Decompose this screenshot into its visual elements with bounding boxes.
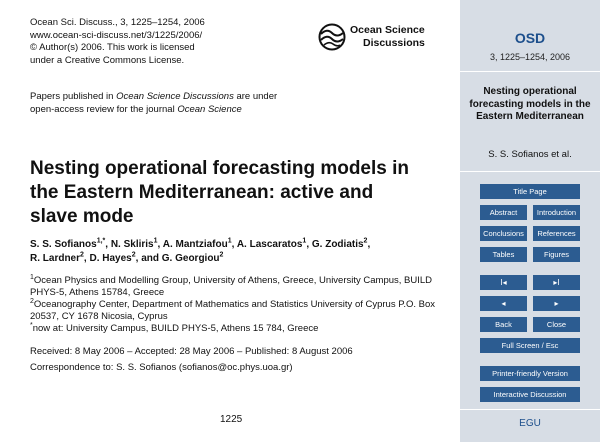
affiliation xyxy=(30,275,450,299)
divider xyxy=(460,409,600,410)
license-line: © Author(s) 2006. This work is licensed xyxy=(30,42,195,53)
title-line: slave mode xyxy=(30,206,134,227)
author-name: N. Skliris xyxy=(110,239,154,250)
publication-dates: Received: 8 May 2006 – Accepted: 28 May 2006 – Published: 8 August 2006 xyxy=(30,346,353,357)
figures-button[interactable]: Figures xyxy=(533,247,580,262)
back-button[interactable]: Back xyxy=(480,317,527,332)
author-affil-mark: 1 xyxy=(153,237,158,245)
sidebar-reference: 3, 1225–1254, 2006 xyxy=(489,52,571,62)
author-conjunction: and xyxy=(141,253,159,264)
affil-mark: 2 xyxy=(30,297,34,305)
globe-icon xyxy=(318,23,346,51)
affiliations xyxy=(30,275,450,335)
affil-text: now at: University Campus, BUILD PHYS-5, Athens 15 784, Greece xyxy=(32,323,319,334)
author-affil-mark: 1 xyxy=(227,237,232,245)
author-name: S. S. Sofianos xyxy=(30,239,97,250)
divider xyxy=(460,71,600,72)
previous-page-button[interactable]: ◂ xyxy=(480,296,527,311)
page-number: 1225 xyxy=(220,414,243,425)
abstract-button[interactable]: Abstract xyxy=(480,205,527,220)
note-text: are under xyxy=(233,91,278,102)
citation-url: www.ocean-sci-discuss.net/3/1225/2006/ xyxy=(30,29,203,41)
license-line: under a Creative Commons License. xyxy=(30,54,185,66)
note-text: Papers published in xyxy=(30,91,117,102)
affiliation xyxy=(30,299,450,323)
tables-button[interactable]: Tables xyxy=(480,247,527,262)
affil-text: Oceanography Center, Department of Mathematics and Statistics University of Cyprus P.O. Box 20537, CY 1678 Nicosia, Cyprus xyxy=(30,299,436,322)
journal-logo xyxy=(318,22,438,54)
full-screen-button[interactable]: Full Screen / Esc xyxy=(480,338,580,353)
correspondence: Correspondence to: S. S. Sofianos (sofianos@oc.phys.uoa.gr) xyxy=(30,362,293,373)
author-name: A. Mantziafou xyxy=(162,239,228,250)
logo-text: Ocean Science xyxy=(350,24,425,36)
logo-text: Discussions xyxy=(363,37,425,49)
author-list: S. S. Sofianos$^{1,*}$, N. Skliris$^1$, A. Mantziafou$^1$, A. Lascaratos$^1$, G. Zodiatis$^2$, R. Lardner$^2$, D. Hayes$^2$, and G. Georgiou$^2$ xyxy=(30,237,371,264)
author-name: A. Lascaratos xyxy=(236,239,303,250)
journal-name: Ocean Science xyxy=(177,103,242,115)
affiliation xyxy=(30,323,450,335)
egu-label: EGU xyxy=(519,418,541,429)
affil-mark: 1 xyxy=(30,273,34,281)
author-affil-mark: 2 xyxy=(363,237,368,245)
author-affil-mark: 2 xyxy=(80,251,84,259)
interactive-discussion-button[interactable]: Interactive Discussion xyxy=(480,387,580,402)
affil-text: Ocean Physics and Modelling Group, University of Athens, Greece, University Campus, BUILD PHYS-5, Athens 15784, Greece xyxy=(30,275,433,298)
author-affil-mark: 2 xyxy=(131,251,136,259)
note-text: open-access review for the journal xyxy=(30,103,178,115)
citation-header xyxy=(30,17,205,67)
first-page-button[interactable]: I◂ xyxy=(480,275,527,290)
author-name: R. Lardner xyxy=(30,253,81,264)
author-name: G. Georgiou xyxy=(161,253,220,264)
title-line: the Eastern Mediterranean: active and xyxy=(30,182,374,203)
sidebar-author: S. S. Sofianos et al. xyxy=(488,149,572,160)
citation-line: Ocean Sci. Discuss., 3, 1225–1254, 2006 xyxy=(30,17,205,28)
references-button[interactable]: References xyxy=(533,226,580,241)
author-affil-mark: 1 xyxy=(302,237,307,245)
affil-mark: * xyxy=(30,321,33,329)
conclusions-button[interactable]: Conclusions xyxy=(480,226,527,241)
last-page-button[interactable]: ▸I xyxy=(533,275,580,290)
introduction-button[interactable]: Introduction xyxy=(533,205,580,220)
close-button[interactable]: Close xyxy=(533,317,580,332)
navigation-sidebar xyxy=(460,0,600,442)
author-name: D. Hayes xyxy=(89,253,132,264)
sidebar-journal: OSD xyxy=(514,30,546,46)
divider xyxy=(460,171,600,172)
author-name: G. Zodiatis xyxy=(311,239,364,250)
journal-name: Ocean Science Discussions xyxy=(116,91,234,102)
review-note xyxy=(30,91,277,116)
title-line: Nesting operational forecasting models in xyxy=(30,158,410,179)
author-affil-mark: 1,* xyxy=(96,237,106,245)
author-affil-mark: 2 xyxy=(219,251,224,259)
next-page-button[interactable]: ▸ xyxy=(533,296,580,311)
printer-friendly-button[interactable]: Printer-friendly Version xyxy=(480,366,580,381)
sidebar-title: Nesting operational forecasting models in the Eastern Mediterranean xyxy=(469,86,591,122)
paper-title xyxy=(30,157,450,229)
title-page-button[interactable]: Title Page xyxy=(480,184,580,199)
